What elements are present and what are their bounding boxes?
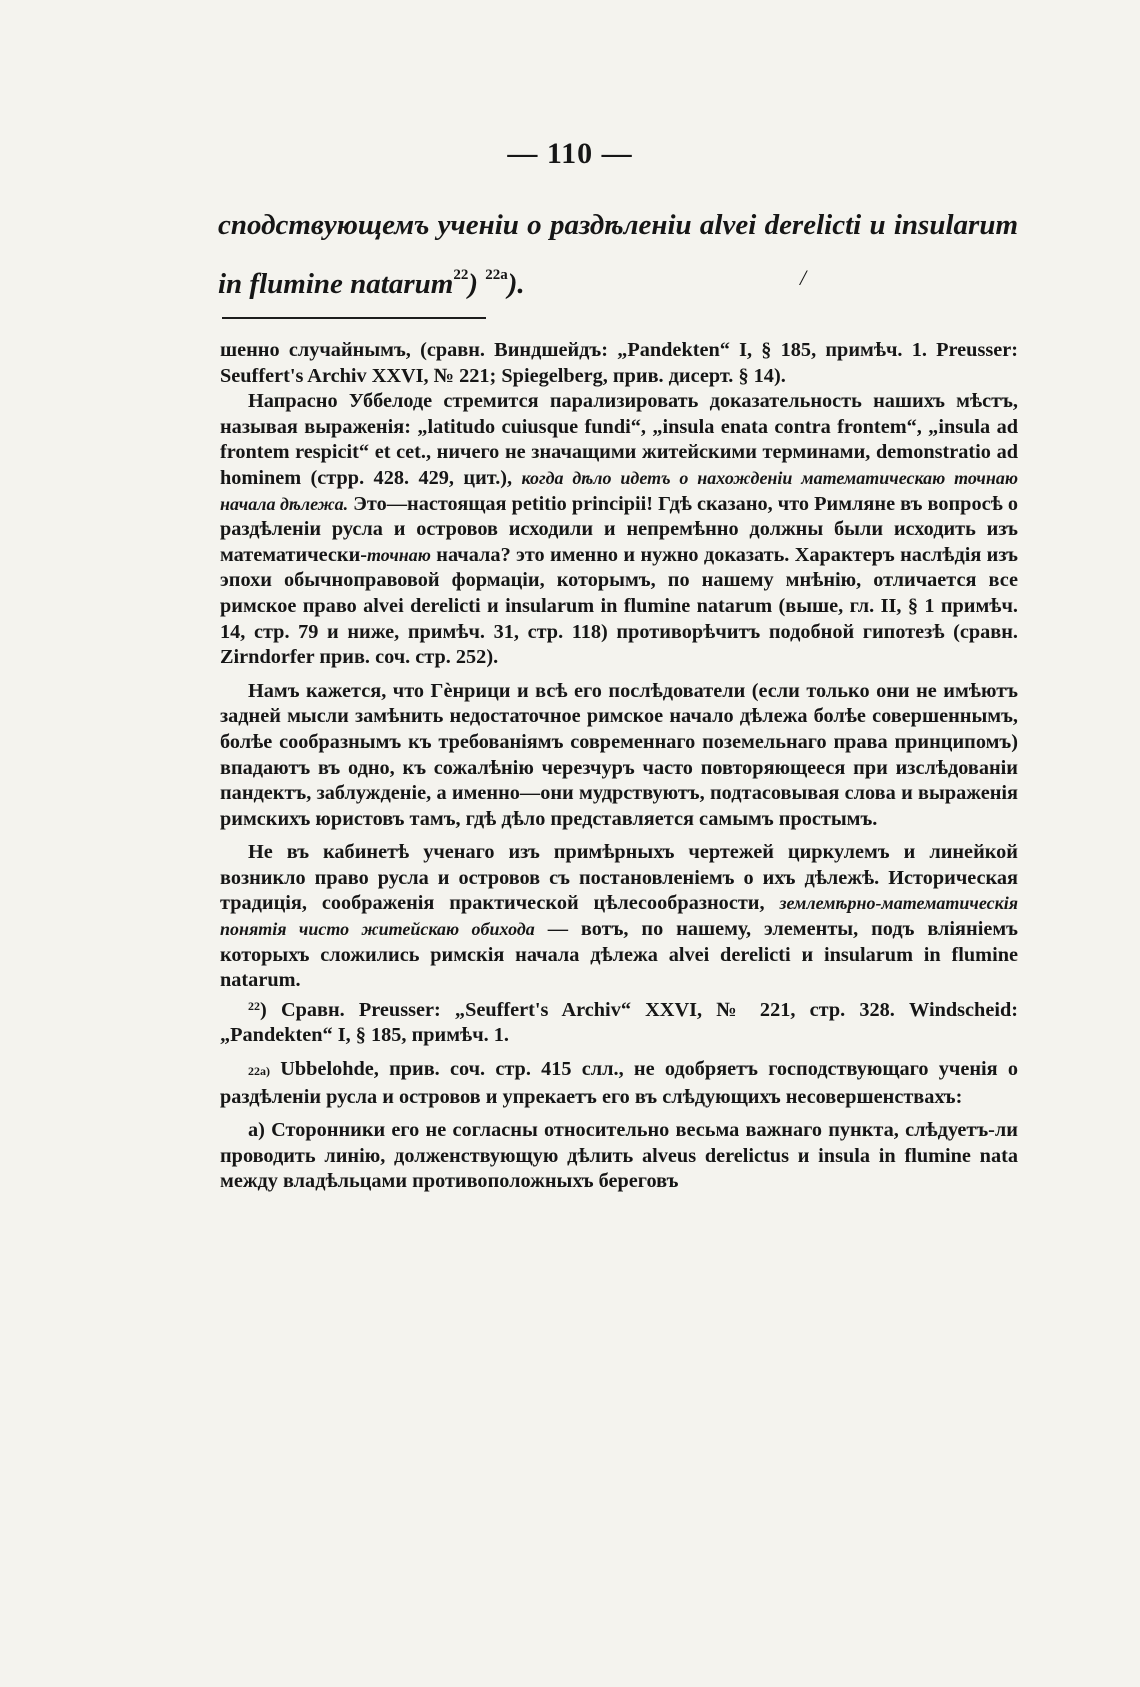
footnote-22a: 22a) Ubbelohde, прив. соч. стр. 415 слл., не одобряетъ господствующаго ученія о раздѣленіи русла и островов и упрекаетъ его въ слѣдующихъ несовершенствахъ:	[220, 1058, 1018, 1108]
paragraph-cabinet: Не въ кабинетѣ ученаго изъ примѣрныхъ чертежей циркулемъ и линейкой возникло право русла и островов съ постановленіемъ о ихъ дѣлежѣ. Историческая традиція, соображенія практической цѣлесообразности, землемѣрно-математическія понятія чисто житейскаю обихода — вотъ, по нашему, элементы, подъ вліяніемъ которыхъ сложились римскія начала дѣлежа alvei derelicti и insularum in flumine natarum.	[220, 841, 1018, 992]
italic-phrase: землемѣрно-математическія понятія чисто житейскаю обихода	[220, 893, 1018, 940]
list-item-a: а) Сторонники его не согласны относительно весьма важнаго пункта, слѣдуетъ-ли проводить линію, долженствующую дѣлить alveus derelictus и insula in flumine nata между владѣльцами противоположныхъ береговъ	[220, 1119, 1018, 1193]
body-text	[220, 338, 1018, 1195]
footnote-rule	[222, 317, 486, 319]
page-number: — 110 —	[507, 137, 633, 170]
italic-phrase: когда дѣло идетъ о нахожденіи математическаю точнаю начала дѣлежа.	[220, 467, 1018, 514]
paragraph-ubbelohde: Напрасно Уббелоде стремится парализировать доказательность нашихъ мѣстъ, называя выраженія: „latitudo cuiusque fundi“, „insula enata contra frontem“, „insula ad frontem respicit“ et cet., ничего не значащими житейскими терминами, demonstratio ad hominem (стрр. 428. 429, цит.), когда дѣло идетъ о нахожденіи математическаю точнаю начала дѣлежа. Это—настоящая petitio principii! Гдѣ сказано, что Римляне въ вопросѣ о раздѣленіи русла и островов исходили и непремѣнно должны были исходить изъ математически-точнаю начала? это именно и нужно доказать. Характеръ наслѣдія изъ эпохи обычноправовой формаціи, которымъ, по нашему мнѣнію, отличается все римское право alvei derelicti и insularum in flumine natarum (выше, гл. II, § 1 примѣч. 14, стр. 79 и ниже, примѣч. 31, стр. 118) противорѣчитъ подобной гипотезѣ (сравн. Zirndorfer прив. соч. стр. 252).	[220, 390, 1018, 669]
paragraph-continued: шенно случайнымъ, (сравн. Виндшейдъ: „Pandekten“ I, § 185, примѣч. 1. Preusser: Seuffert's Archiv XXVI, № 221; Spiegelberg, прив. дисерт. § 14).	[220, 339, 1018, 387]
heading-line-2: in flumine natarum$^{22}$) $^{22a}$).	[218, 267, 525, 300]
stray-mark: /	[800, 265, 807, 290]
footnote-22: $^{22}$) Сравн. Preusser: „Seuffert's Archiv“ XXVI, № 221, стр. 328. Windscheid: „Pandekten“ I, § 185, примѣч. 1.	[220, 998, 1018, 1047]
italic-word: точнаю	[367, 544, 431, 565]
section-heading	[218, 200, 1018, 309]
heading-line-1: сподствующемъ ученіи о раздѣленіи alvei derelicti и insularum	[218, 209, 1018, 241]
footnote-ref-22: 22	[453, 267, 469, 283]
footnote-ref-22a: 22a	[485, 267, 508, 283]
paragraph-henrici: Намъ кажется, что Гѐнрици и всѣ его послѣдователи (если только они не имѣютъ задней мысли замѣнить недостаточное римское начало дѣлежа болѣе совершеннымъ, болѣе сообразнымъ къ требованіямъ современнаго поземельнаго права принципомъ) впадаютъ въ одно, къ сожалѣнію черезчуръ часто повторяющееся при изслѣдованіи пандектъ, заблужденіе, а именно—они мудрствуютъ, подтасовывая слова и выраженія римскихъ юристовъ тамъ, гдѣ дѣло представляется самымъ простымъ.	[220, 679, 1018, 830]
